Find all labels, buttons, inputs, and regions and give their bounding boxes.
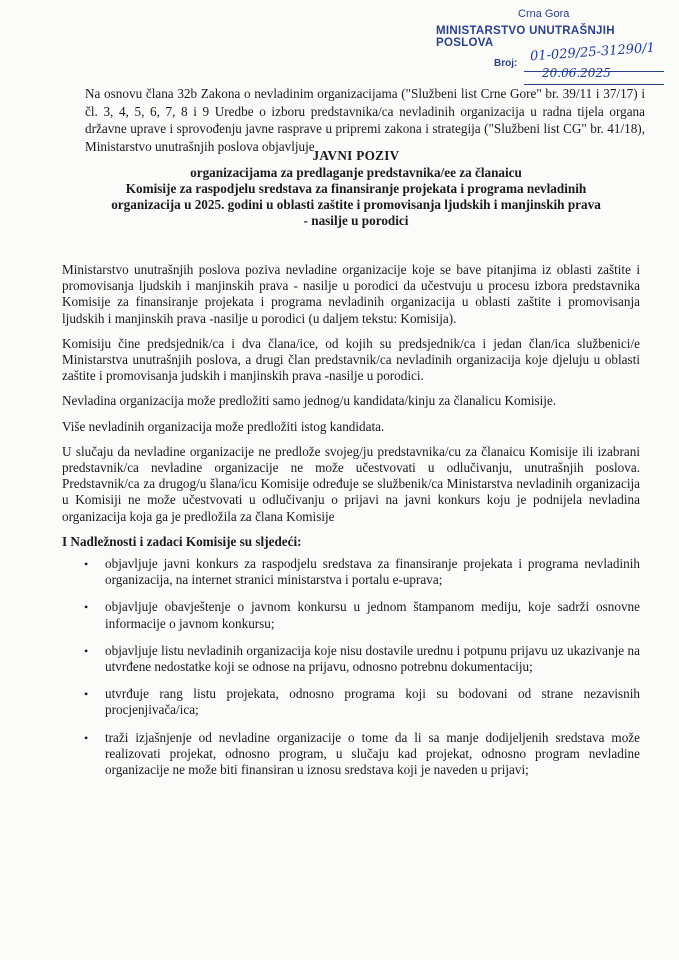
list-item: [62, 730, 640, 779]
duty-text: objavljuje obavještenje o javnom konkursu u jednom štampanom mediju, koje sadrži osnovne informacije o javnom konkursu;: [105, 599, 640, 631]
duty-text: objavljuje listu nevladinih organizacija koje nisu dostavile urednu i potpunu prijavu uz ukazivanje na utvrđene nedostatke koji se odnose na prijavu, odnosno potrebnu dokumentaciju;: [105, 642, 640, 675]
title-line-1: organizacijama za predlaganje predstavnika/ee za članaicu: [190, 165, 522, 180]
paragraph-composition: Komisiju čine predsjednik/ca i dva člana/ice, od kojih su predsjednik/ca i jedan član/ica službenici/e Ministarstva unutrašnjih poslova, a drugi član predstavnik/ca nevladinih organizacija koje djeluju u oblasti zaštite i promovisanja judskih i manjinskih prava -nasilje u porodici.: [62, 335, 640, 384]
duties-heading: I Nadležnosti i zadaci Komisije su sljedeći:: [62, 533, 302, 549]
bullet-icon: •: [84, 643, 89, 658]
registry-stamp: [430, 8, 670, 88]
list-item: [62, 556, 640, 588]
bullet-icon: •: [84, 557, 89, 572]
paragraph-same-candidate: Više nevladinih organizacija može predložiti istog kandidata.: [62, 418, 385, 434]
duty-text: traži izjašnjenje od nevladine organizacije o tome da li sa manje dodijeljenih sredstava može realizovati projekat, odnosno program, u slučaju kad projekat, odnosno program nevladine organizacije ne može biti finansiran u iznosu sredstava koji je naveden u prijavi;: [105, 729, 640, 778]
stamp-ministry: MINISTARSTVO UNUTRAŠNJIH POSLOVA: [436, 25, 615, 49]
stamp-number-label: Broj:: [494, 58, 518, 69]
duties-list: [62, 556, 640, 778]
document-body: [62, 262, 640, 789]
paragraph-single-candidate: Nevladina organizacija može predložiti samo jednog/u kandidata/kinju za članalicu Komisije.: [62, 393, 557, 409]
legal-basis-paragraph: Na osnovu člana 32b Zakona o nevladinim organizacijama ("Službeni list Crne Gore" br. 39/11 i 37/17) i čl. 3, 4, 5, 6, 7, 8 i 9 Uredbe o izboru predstavnika/ca nevladinih organizacija u radna tijela organa državne uprave i sprovođenju javne rasprave u pripremi zakona i strategija ("Službeni list CG" br. 41/18), Ministarstvo unutrašnjih poslova objavljuje: [85, 86, 645, 154]
duty-text: utvrđuje rang listu projekata, odnosno programa koji su bodovani od strane nezavisnih procjenjivača/ica;: [105, 686, 640, 718]
stamp-number-value: 01-029/25-31290/1: [529, 40, 656, 65]
title-line-3: organizacija u 2025. godini u oblasti zaštite i promovisanja ljudskih i manjinskih prava: [111, 197, 601, 212]
list-item: [62, 686, 640, 718]
paragraph-substitution: U slučaju da nevladine organizacije ne predlože svojeg/ju predstavnika/cu za članaicu Komisije ili izabrani predstavnik/ca nevladine organizacije ne može učestvovati u odlučivanju, unutrašnjih poslova. Predstavnik/ca za drugog/u šlana/icu Komisije određuje se službenik/ca Ministarstva nevladinih organizacija u Komisiji ne može učestvovati u odlučivanju o prijavi na javni konkurs koju je podnijela nevladina organizacija koja ga je predložila za člana Komisije: [62, 443, 640, 524]
list-item: [62, 643, 640, 675]
bullet-icon: •: [84, 730, 89, 745]
title-main: JAVNI POZIV: [312, 148, 400, 163]
duty-text: objavljuje javni konkurs za raspodjelu sredstava za finansiranje projekata i programa nevladinih organizacija, na internet stranici ministarstva i portalu e-uprava;: [105, 556, 640, 588]
paragraph-invitation: Ministarstvo unutrašnjih poslova poziva nevladine organizacije koje se bave pitanjima iz oblasti zaštite i promovisanja ljudskih i manjinskih prava - nasilje u porodici da učestvuju u procesu izbora predstavnika Komisije za finansiranje projekata i programa nevladinih organizacija u oblasti zaštite i promovisanja ljudskih i manjinskih prava -nasilje u porodici (u daljem tekstu: Komisija).: [62, 262, 640, 326]
bullet-icon: •: [84, 600, 89, 615]
stamp-date-value: 20.06.2025: [542, 66, 611, 80]
stamp-country: Crna Gora: [518, 8, 570, 20]
document-title: [96, 148, 616, 229]
list-item: [62, 599, 640, 631]
title-line-2: Komisije za raspodjelu sredstava za finansiranje projekata i programa nevladinih: [125, 181, 587, 196]
title-line-4: - nasilje u porodici: [303, 213, 409, 228]
bullet-icon: •: [84, 687, 89, 702]
